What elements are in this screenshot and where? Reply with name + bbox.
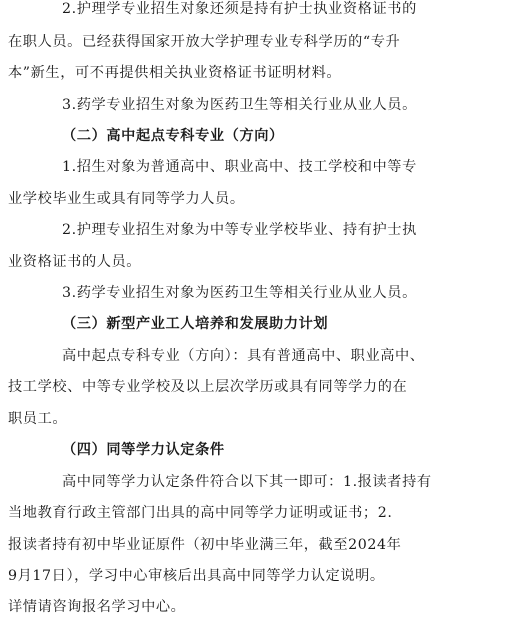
text-line: 高中起点专科专业（方向）：具有普通高中、职业高中、 (62, 348, 425, 364)
text-line: 3.药学专业招生对象为医药卫生等相关行业从业人员。 (62, 97, 417, 113)
text-line: 技工学校、中等专业学校及以上层次学历或具有同等学力的在 (8, 379, 408, 395)
section-heading: （四）同等学力认定条件 (62, 442, 225, 458)
text-line: 业资格证书的人员。 (8, 254, 142, 270)
section-heading: （三）新型产业工人培养和发展助力计划 (62, 316, 329, 332)
text-line: 1.招生对象为普通高中、职业高中、技工学校和中等专 (62, 159, 417, 175)
text-line: 当地教育行政主管部门出具的高中同等学力证明或证书；2. (8, 505, 393, 521)
text-line: 详情请咨询报名学习中心。 (8, 599, 186, 615)
text-line: 业学校毕业生或具有同等学力人员。 (8, 191, 245, 207)
text-line: 职员工。 (8, 411, 68, 427)
text-line: 3.药学专业招生对象为医药卫生等相关行业从业人员。 (62, 285, 417, 301)
text-line: 本”新生，可不再提供相关执业资格证书证明材料。 (8, 65, 342, 81)
section-heading: （二）高中起点专科专业（方向） (62, 128, 284, 144)
text-line: 报读者持有初中毕业证原件（初中毕业满三年，截至2024年 (8, 537, 402, 553)
text-line: 高中同等学力认定条件符合以下其一即可：1.报读者持有 (62, 474, 432, 490)
text-line: 2.护理学专业招生对象还须是持有护士执业资格证书的 (62, 1, 417, 17)
text-line: 9月17日），学习中心审核后出具高中同等学力认定说明。 (8, 568, 385, 584)
text-line: 在职人员。已经获得国家开放大学护理专业专科学历的“专升 (8, 34, 401, 50)
text-line: 2.护理专业招生对象为中等专业学校毕业、持有护士执 (62, 222, 417, 238)
